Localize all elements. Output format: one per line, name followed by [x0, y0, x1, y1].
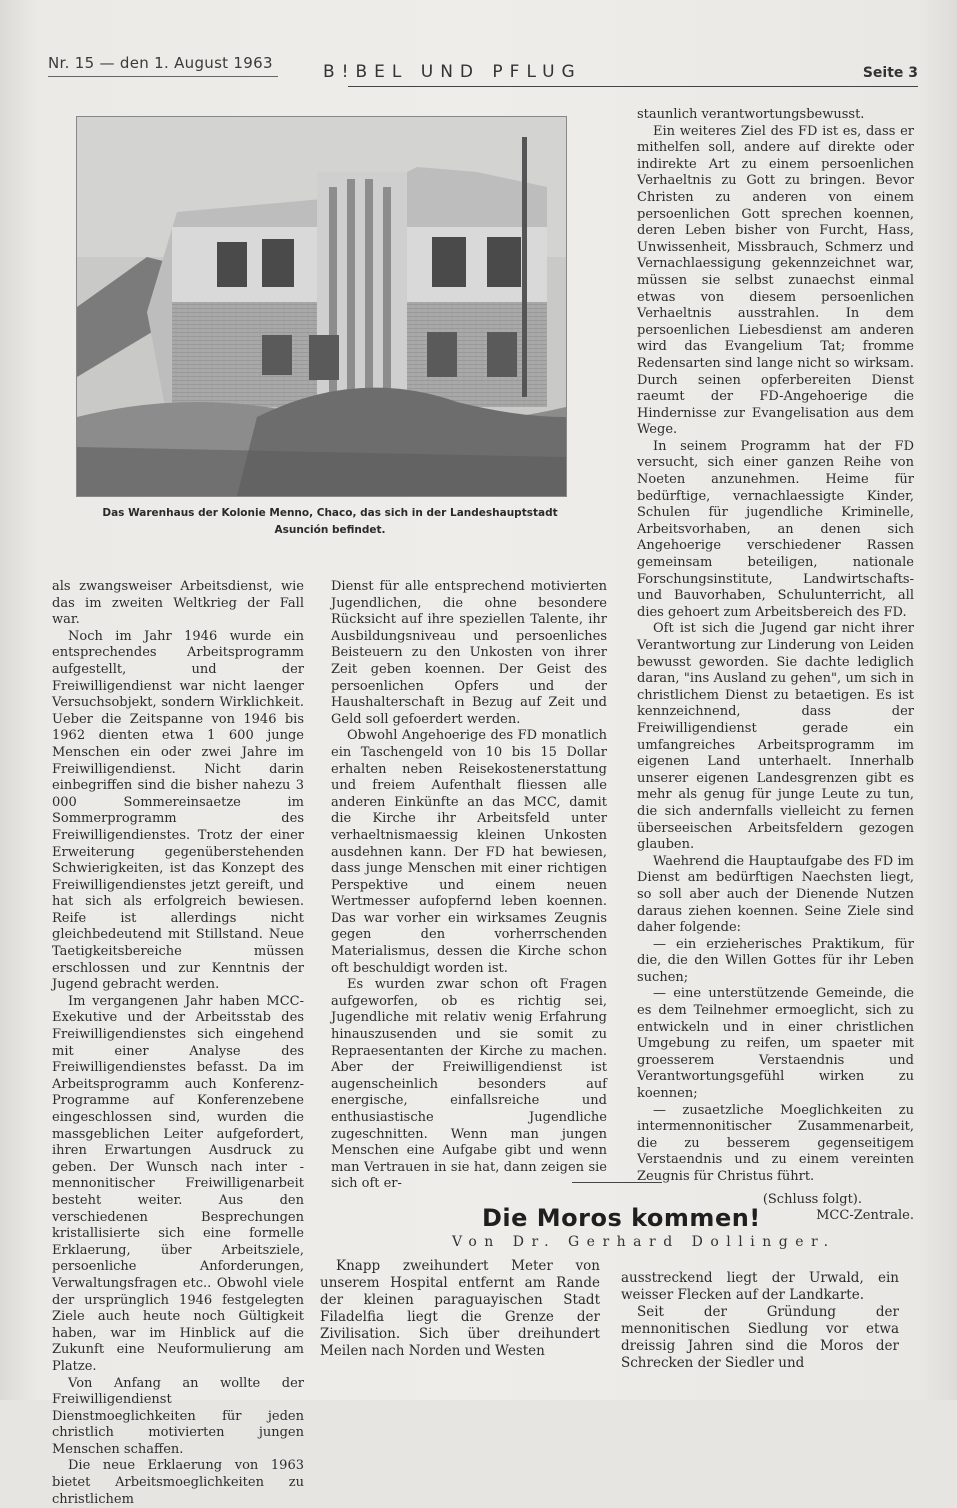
moros-column-1 — [320, 1258, 600, 1360]
warehouse-photo-illustration — [77, 117, 566, 496]
paragraph: Im vergangenen Jahr haben MCC-Exekutive und der Arbeitsstab des Freiwilligendienstes sich eingehend mit einer Analyse des Freiwilligendienstes befasst. Da im Arbeitsprogramm auch Konferenz-Programme auf Konferenzebene eingeschlossen sind, wurden die massgeblichen Leiter aufgefordert, ihren Erwartungen Ausdruck zu geben. Der Wunsch nach inter - mennonitischer Freiwilligenarbeit besteht weiter. Aus den verschiedenen Besprechungen kristallisierte sich eine formelle Erklaerung, über Arbeitsziele, persoenliche Anforderungen, Verwaltungsfragen etc.. Obwohl viele der ursprünglich 1946 festgelegten Ziele auch heute noch Gültigkeit haben, war im Hinblick auf die Zukunft eine Neuformulierung am Platze. — [52, 993, 304, 1374]
paragraph: staunlich verantwortungsbewusst. — [637, 107, 865, 122]
paragraph: Dienst für alle entsprechend motivierten Jugendlichen, die ohne besondere Rücksicht auf ihre speziellen Talente, ihr Ausbildungsniveau und persoenliches Beisteuern zu den Unkosten von ihrer Zeit geben koennen. Der Geist des persoenlichen Opfers und der Haushalterschaft in Bezug auf Zeit und Geld soll gefoerdert werden. — [331, 579, 607, 727]
list-item: — zusaetzliche Moeglichkeiten zu intermennonitischer Zusammenarbeit, die zu besserem gegenseitigem Verstaendnis und zu einem vereinten Zeugnis für Christus führt. — [637, 1102, 914, 1184]
photo-caption-line1: Das Warenhaus der Kolonie Menno, Chaco, das sich in der Landeshauptstadt — [102, 507, 558, 519]
page-number: Seite 3 — [862, 65, 918, 81]
article-headline: Die Moros kommen! — [482, 1204, 761, 1232]
paragraph: Seit der Gründung der mennonitischen Siedlung vor etwa dreissig Jahren sind die Moros der Schrecken der Siedler und — [621, 1304, 899, 1371]
paragraph: Von Anfang an wollte der Freiwilligendienst Dienstmoeglichkeiten für jeden christlich motivierten jungen Menschen schaffen. — [52, 1375, 304, 1457]
article-column-3 — [637, 107, 914, 1225]
article-column-1 — [52, 579, 304, 1508]
article-divider — [572, 1182, 662, 1183]
paragraph: als zwangsweiser Arbeitsdienst, wie das im zweiten Weltkrieg der Fall war. — [52, 579, 304, 628]
paragraph: Es wurden zwar schon oft Fragen aufgeworfen, ob es richtig sei, Jugendliche mit relativ wenig Erfahrung hinauszusenden und sie somit zu Repraesentanten der Kirche zu machen. Aber der Freiwilligendienst ist augenscheinlich besonders auf energische, einfallsreiche und enthusiastische Jugendliche zugeschnitten. Wenn man jungen Menschen eine Aufgabe gibt und wenn man Vertrauen in sie hat, dann zeigen sie sich oft er- — [331, 977, 607, 1192]
paragraph: Waehrend die Hauptaufgabe des FD im Dienst am bedürftigen Naechsten liegt, so soll aber auch der Dienende Nutzen daraus ziehen koennen. Seine Ziele sind daher folgende: — [637, 853, 914, 936]
article-byline: Von Dr. Gerhard Dollinger. — [452, 1234, 836, 1250]
author-signature: MCC-Zentrale. — [816, 1208, 914, 1224]
continued-note: (Schluss folgt). — [762, 1191, 862, 1207]
paragraph: Obwohl Angehoerige des FD monatlich ein Taschengeld von 10 bis 15 Dollar erhalten neben Reisekostenerstattung und freiem Aufenthalt fliessen alle anderen Einkünfte an das MCC, damit die Kirche ihr Arbeitsfeld unter verhaeltnismaessig kleinen Unkosten ausdehnen kann. Der FD hat bewiesen, dass junge Menschen mit einer richtigen Perspektive und einem neuen Wertmesser aufopfernd leben koennen. Das war vorher ein wirksames Zeugnis gegen den vorherrschenden Materialismus, dessen die Kirche schon oft beschuldigt worden ist. — [331, 728, 607, 976]
paragraph: ausstreckend liegt der Urwald, ein weisser Flecken auf der Landkarte. — [621, 1270, 899, 1303]
photo-caption-line2: Asunción befindet. — [274, 524, 386, 536]
paragraph: Ein weiteres Ziel des FD ist es, dass er mithelfen soll, andere auf direkte oder indirekte Art zu einem persoenlichen Verhaeltnis zu Gott zu bringen. Bevor Christen zu anderen von einem persoenlichen Gott sprechen koennen, deren Leben bisher von Furcht, Hass, Unwissenheit, Missbrauch, Schmerz und Vernachlaessigung gekennzeichnet war, müssen sie selbst zunaechst einmal etwas von diesem persoenlichen Verhaeltnis ausstrahlen. In dem persoenlichen Liebesdienst am anderen wird das Evangelium Tat; fromme Redensarten sind lange nicht so wirksam. Durch seinen opferbereiten Dienst raeumt der FD-Angehoerige die Hindernisse zur Evangelisation aus dem Wege. — [637, 123, 914, 438]
moros-column-2 — [621, 1270, 899, 1372]
paragraph: In seinem Programm hat der FD versucht, sich einer ganzen Reihe von Noeten anzunehmen. Heime für bedürftige, vernachlaessigte Kinder, Schulen für jugendliche Kriminelle, Arbeitsvorhaben, an denen sich Angehoerige verschiedener Rassen gemeinsam beteiligen, nationale Forschungsinstitute, Landwirtschafts- und Bauvorhaben, Schulunterricht, all dies gehoert zum Arbeitsbereich des FD. — [637, 438, 914, 620]
header-rule — [348, 86, 918, 87]
paragraph: Oft ist sich die Jugend gar nicht ihrer Verantwortung zur Linderung von Leiden bewusst geworden. Sie dachte lediglich daran, "ins Ausland zu gehen", um sich in christlichem Dienst zu betaetigen. Es ist kennzeichnend, dass der Freiwilligendienst gerade ein umfangreiches Arbeitsprogramm im eigenen Land unterhaelt. Innerhalb unserer eigenen Landesgrenzen gibt es mehr als genug für junge Leute zu tun, die sich andernfalls vielleicht zu fernen überseeischen Arbeitsfeldern gezogen glauben. — [637, 621, 914, 853]
photo-caption — [60, 505, 600, 539]
paragraph: Knapp zweihundert Meter von unserem Hospital entfernt am Rande der kleinen paraguayischen Stadt Filadelfia liegt die Grenze der Zivilisation. Sich über dreihundert Meilen nach Norden und Westen — [320, 1258, 600, 1359]
warehouse-photo — [76, 116, 567, 497]
article-column-2 — [331, 579, 607, 1193]
page-header — [48, 52, 918, 92]
list-item: — ein erzieherisches Praktikum, für die, die den Willen Gottes für ihr Leben suchen; — [637, 936, 914, 985]
list-item: — eine unterstützende Gemeinde, die es dem Teilnehmer ermoeglicht, sich zu entwickeln und in einer christlichen Umgebung zu reifen, um spaeter mit groesserem Verstaendnis und Verantwortungsgefühl wirken zu koennen; — [637, 986, 914, 1102]
paragraph: Noch im Jahr 1946 wurde ein entsprechendes Arbeitsprogramm aufgestellt, und der Freiwilligendienst war nicht laenger Versuchsobjekt, sondern Wirklichkeit. Ueber die Zeitspanne von 1946 bis 1962 dienten etwa 1 600 junge Menschen ein oder zwei Jahre im Freiwilligendienst. Nicht darin einbegriffen sind die bisher nahezu 3 000 Sommereinsaetze im Sommerprogramm des Freiwilligendienstes. Trotz der einer Erweiterung gegenüberstehenden Schwierigkeiten, ist das Konzept des Freiwilligendienstes jetzt gereift, und hat sich als erfolgreich bewiesen. Reife ist allerdings nicht gleichbedeutend mit Stillstand. Neue Taetigkeitsbereiche müssen erschlossen und zur Kenntnis der Jugend gebracht werden. — [52, 628, 304, 993]
issue-date: Nr. 15 — den 1. August 1963 — [48, 54, 273, 72]
masthead-title: B!BEL UND PFLUG — [323, 62, 582, 82]
paragraph: Die neue Erklaerung von 1963 bietet Arbeitsmoeglichkeiten zu christlichem — [52, 1458, 304, 1507]
header-rule-left — [48, 76, 278, 77]
